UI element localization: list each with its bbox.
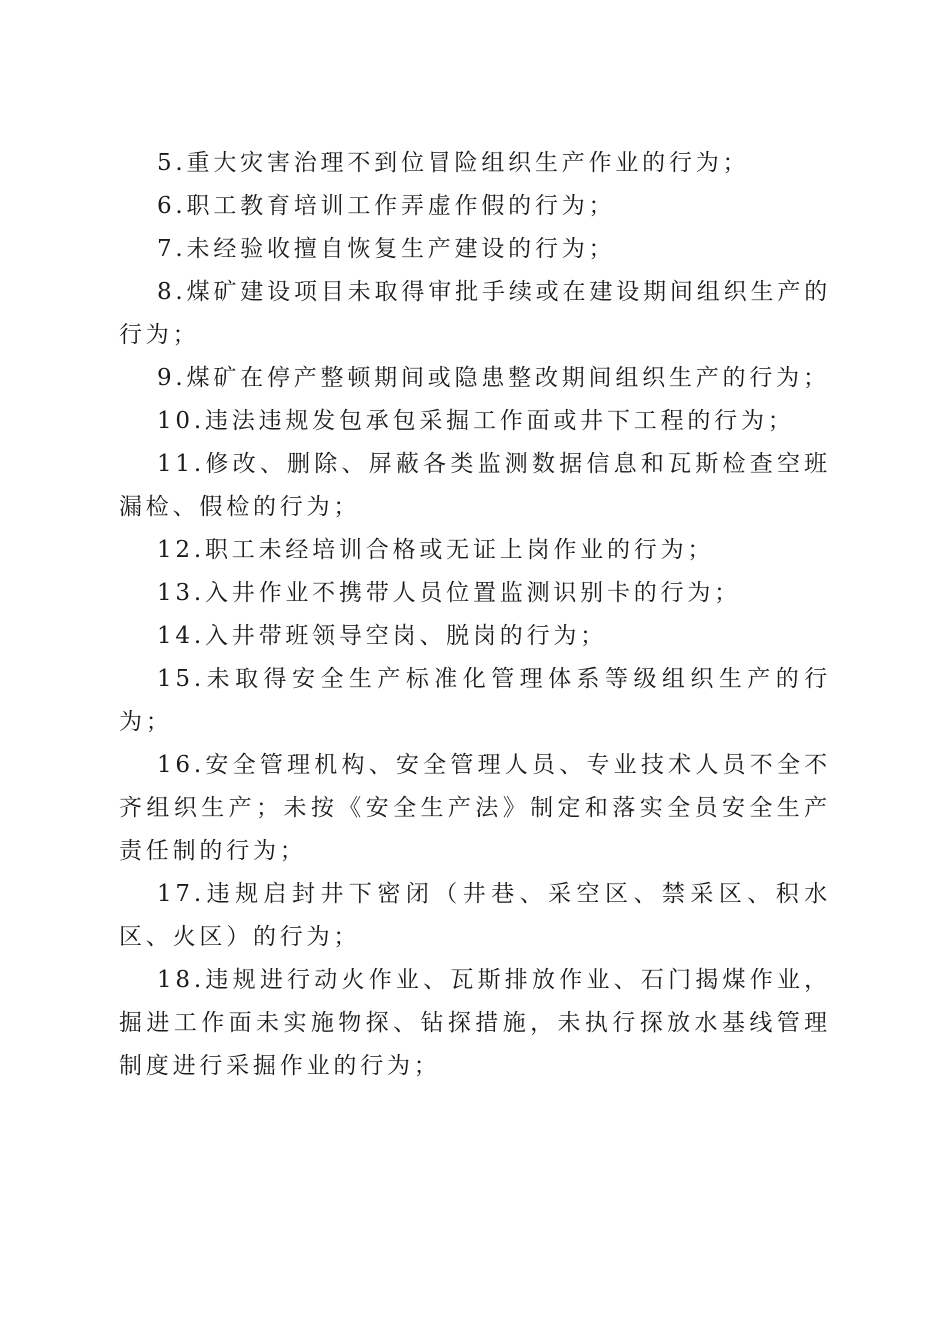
list-item-7: 7.未经验收擅自恢复生产建设的行为； xyxy=(157,236,616,262)
list-item-16: 16.安全管理机构、安全管理人员、专业技术人员不全不齐组织生产；未按《安全生产法》制定和落实全员安全生产责任制的行为； xyxy=(119,752,831,864)
document-body xyxy=(119,142,831,1088)
list-item-18: 18.违规进行动火作业、瓦斯排放作业、石门揭煤作业，掘进工作面未实施物探、钻探措施，未执行探放水基线管理制度进行采掘作业的行为； xyxy=(119,967,831,1079)
list-item-14: 14.入井带班领导空岗、脱岗的行为； xyxy=(157,623,607,649)
list-item-6: 6.职工教育培训工作弄虚作假的行为； xyxy=(157,193,616,219)
list-item-15: 15.未取得安全生产标准化管理体系等级组织生产的行为； xyxy=(119,666,831,735)
list-item-17: 17.违规启封井下密闭（井巷、采空区、禁采区、积水区、火区）的行为； xyxy=(119,881,831,950)
list-item-10: 10.违法违规发包承包采掘工作面或井下工程的行为； xyxy=(157,408,795,434)
list-item-12: 12.职工未经培训合格或无证上岗作业的行为； xyxy=(157,537,715,563)
list-item-11: 11.修改、删除、屏蔽各类监测数据信息和瓦斯检查空班漏检、假检的行为； xyxy=(119,451,831,520)
list-item-5: 5.重大灾害治理不到位冒险组织生产作业的行为； xyxy=(157,150,750,176)
list-item-8: 8.煤矿建设项目未取得审批手续或在建设期间组织生产的行为； xyxy=(119,279,831,348)
list-item-9: 9.煤矿在停产整顿期间或隐患整改期间组织生产的行为； xyxy=(157,365,830,391)
list-item-13: 13.入井作业不携带人员位置监测识别卡的行为； xyxy=(157,580,741,606)
